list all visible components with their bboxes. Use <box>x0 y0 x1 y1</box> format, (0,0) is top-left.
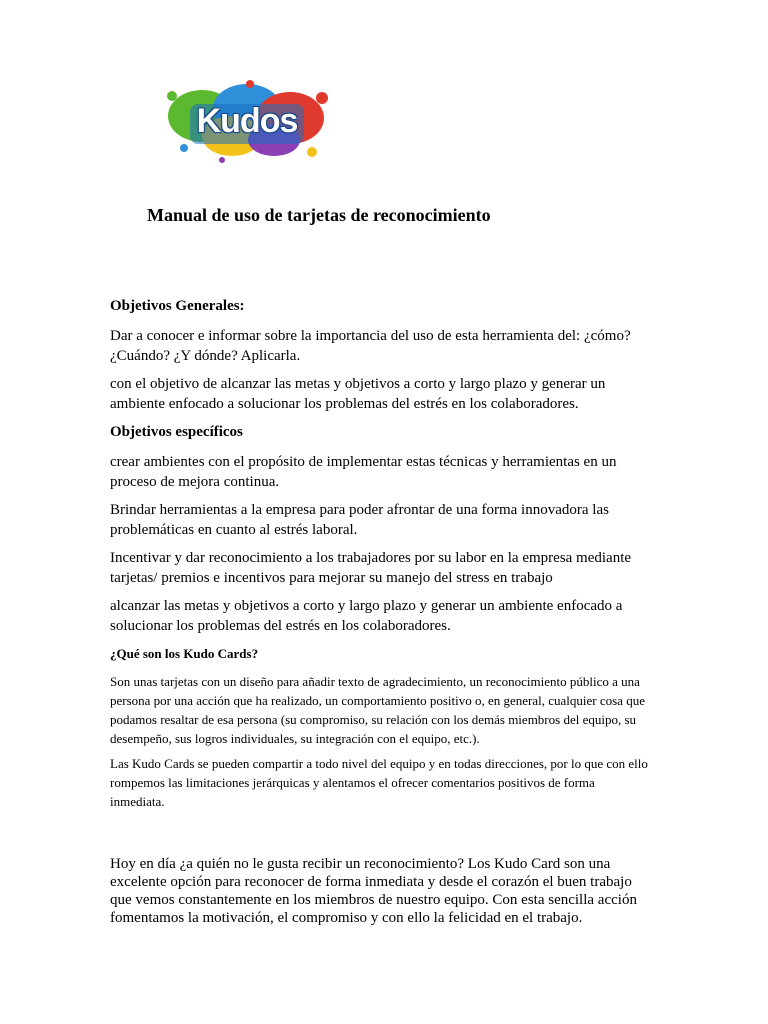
kudos-logo <box>162 78 332 166</box>
logo-wordmark: Kudos <box>196 102 298 140</box>
section-heading-objetivos-especificos: Objetivos específicos <box>110 424 243 440</box>
section-heading-que-son: ¿Qué son los Kudo Cards? <box>110 646 259 661</box>
paragraph: Dar a conocer e informar sobre la importancia del uso de esta herramienta del: ¿cómo? ¿Cuándo? ¿Y dónde? Aplicarla. <box>110 328 631 364</box>
paragraph: Son unas tarjetas con un diseño para añadir texto de agradecimiento, un reconocimiento público a una persona por una acción que ha realizado, un comportamiento positivo o, en general, cualquier cosa que podamos resaltar de esa persona (su compromiso, su relación con los demás miembros del equipo, su desempeño, sus logros individuales, su integración con el equipo, etc.). <box>110 674 645 746</box>
paragraph: Brindar herramientas a la empresa para poder afrontar de una forma innovadora las problemáticas en cuanto al estrés laboral. <box>110 502 609 538</box>
paragraph-closing: Hoy en día ¿a quién no le gusta recibir un reconocimiento? Los Kudo Card son una excelente opción para reconocer de forma inmediata y desde el corazón el buen trabajo que vemos constantemente en los miembros de nuestro equipo. Con esta sencilla acción fomentamos la motivación, el compromiso y con ello la felicidad en el trabajo. <box>110 856 637 926</box>
paragraph: crear ambientes con el propósito de implementar estas técnicas y herramientas en un proceso de mejora continua. <box>110 454 617 490</box>
document-title: Manual de uso de tarjetas de reconocimiento <box>147 205 491 225</box>
paragraph: alcanzar las metas y objetivos a corto y largo plazo y generar un ambiente enfocado a solucionar los problemas del estrés en los colaboradores. <box>110 598 623 634</box>
section-heading-objetivos-generales: Objetivos Generales: <box>110 298 245 314</box>
paragraph: Las Kudo Cards se pueden compartir a todo nivel del equipo y en todas direcciones, por lo que con ello rompemos las limitaciones jerárquicas y alentamos el ofrecer comentarios positivos de forma inmediata. <box>110 756 648 809</box>
paragraph: Incentivar y dar reconocimiento a los trabajadores por su labor en la empresa mediante tarjetas/ premios e incentivos para mejorar su manejo del stress en trabajo <box>110 550 632 586</box>
paragraph: con el objetivo de alcanzar las metas y objetivos a corto y largo plazo y generar un ambiente enfocado a solucionar los problemas del estrés en los colaboradores. <box>110 376 606 412</box>
document-body <box>110 296 650 935</box>
